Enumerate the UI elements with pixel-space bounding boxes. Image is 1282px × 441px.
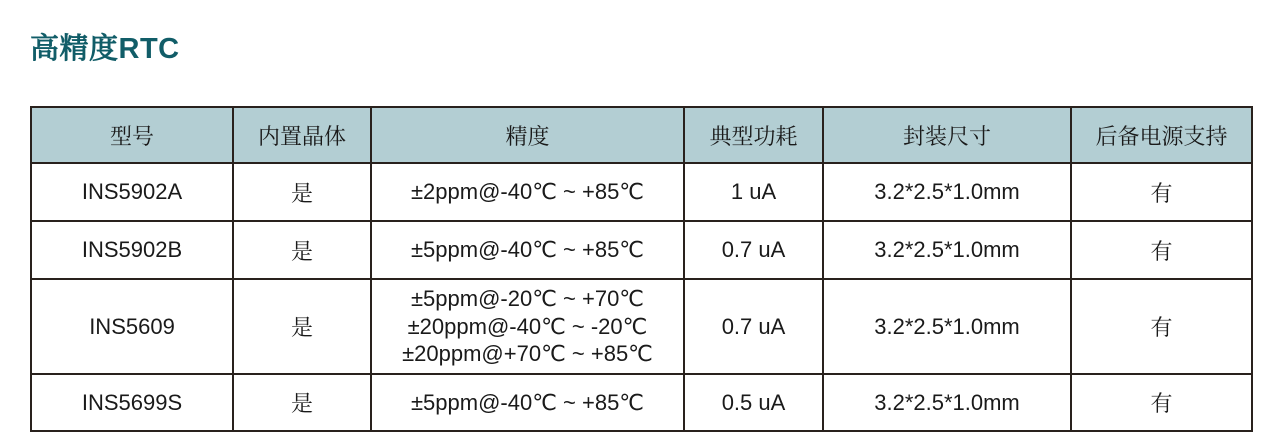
cell-crystal: 是 [233,221,371,279]
header-cell-package: 封装尺寸 [823,107,1071,163]
cell-backup: 有 [1071,374,1252,431]
cell-power: 0.7 uA [684,221,823,279]
cell-model: INS5699S [31,374,233,431]
header-cell-model: 型号 [31,107,233,163]
header-cell-accuracy: 精度 [371,107,684,163]
header-cell-power: 典型功耗 [684,107,823,163]
table-row [31,279,1252,374]
cell-accuracy [371,221,684,279]
table-row [31,221,1252,279]
cell-model: INS5902A [31,163,233,221]
cell-power: 0.7 uA [684,279,823,374]
accuracy-line: ±5ppm@-20℃ ~ +70℃ [410,285,645,311]
cell-backup: 有 [1071,279,1252,374]
rtc-spec-table [30,106,1253,432]
header-cell-crystal: 内置晶体 [233,107,371,163]
cell-package: 3.2*2.5*1.0mm [823,163,1071,221]
cell-accuracy [371,279,684,374]
cell-crystal: 是 [233,163,371,221]
accuracy-line: ±5ppm@-40℃ ~ +85℃ [410,237,645,263]
cell-package: 3.2*2.5*1.0mm [823,221,1071,279]
accuracy-line: ±5ppm@-40℃ ~ +85℃ [410,389,645,415]
accuracy-line: ±2ppm@-40℃ ~ +85℃ [410,179,645,205]
table-header-row [31,107,1252,163]
cell-backup: 有 [1071,163,1252,221]
cell-accuracy [371,374,684,431]
table-row [31,374,1252,431]
cell-model: INS5609 [31,279,233,374]
header-cell-backup: 后备电源支持 [1071,107,1252,163]
cell-crystal: 是 [233,374,371,431]
cell-power: 1 uA [684,163,823,221]
accuracy-line: ±20ppm@-40℃ ~ -20℃ [407,313,648,339]
cell-accuracy [371,163,684,221]
accuracy-line: ±20ppm@+70℃ ~ +85℃ [402,341,653,367]
table-row [31,163,1252,221]
cell-package: 3.2*2.5*1.0mm [823,279,1071,374]
cell-model: INS5902B [31,221,233,279]
page-title: 高精度RTC [30,33,180,65]
cell-package: 3.2*2.5*1.0mm [823,374,1071,431]
cell-backup: 有 [1071,221,1252,279]
cell-power: 0.5 uA [684,374,823,431]
cell-crystal: 是 [233,279,371,374]
